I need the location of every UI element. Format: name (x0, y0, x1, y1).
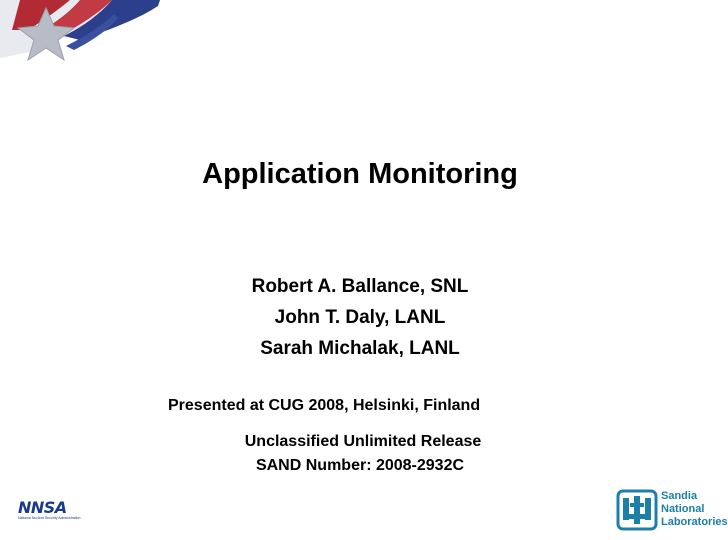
sandia-thunderbird-icon (617, 490, 657, 530)
sandia-logo-line: Sandia (661, 490, 698, 502)
authors-list (0, 271, 720, 364)
sandia-logo-text (661, 490, 728, 529)
release-classification: Unclassified Unlimited Release (244, 433, 482, 450)
sandia-logo (617, 490, 728, 530)
release-info (0, 430, 720, 478)
sand-number: SAND Number: 2008-2932C (255, 457, 465, 474)
nnsa-logo (18, 500, 92, 526)
slide-title: Application Monitoring (202, 158, 518, 190)
author-line: Robert A. Ballance, SNL (251, 276, 469, 297)
author-line: John T. Daly, LANL (274, 307, 446, 328)
sandia-logo-line: Laboratories (661, 516, 728, 528)
nnsa-logo-letters: NNSA (18, 498, 67, 517)
sandia-logo-line: National (661, 503, 705, 515)
flag-star-banner (0, 0, 160, 80)
author-line: Sarah Michalak, LANL (260, 338, 460, 359)
presented-at: Presented at CUG 2008, Helsinki, Finland (168, 397, 481, 414)
nnsa-logo-subtitle: National Nuclear Security Administration (18, 516, 81, 520)
